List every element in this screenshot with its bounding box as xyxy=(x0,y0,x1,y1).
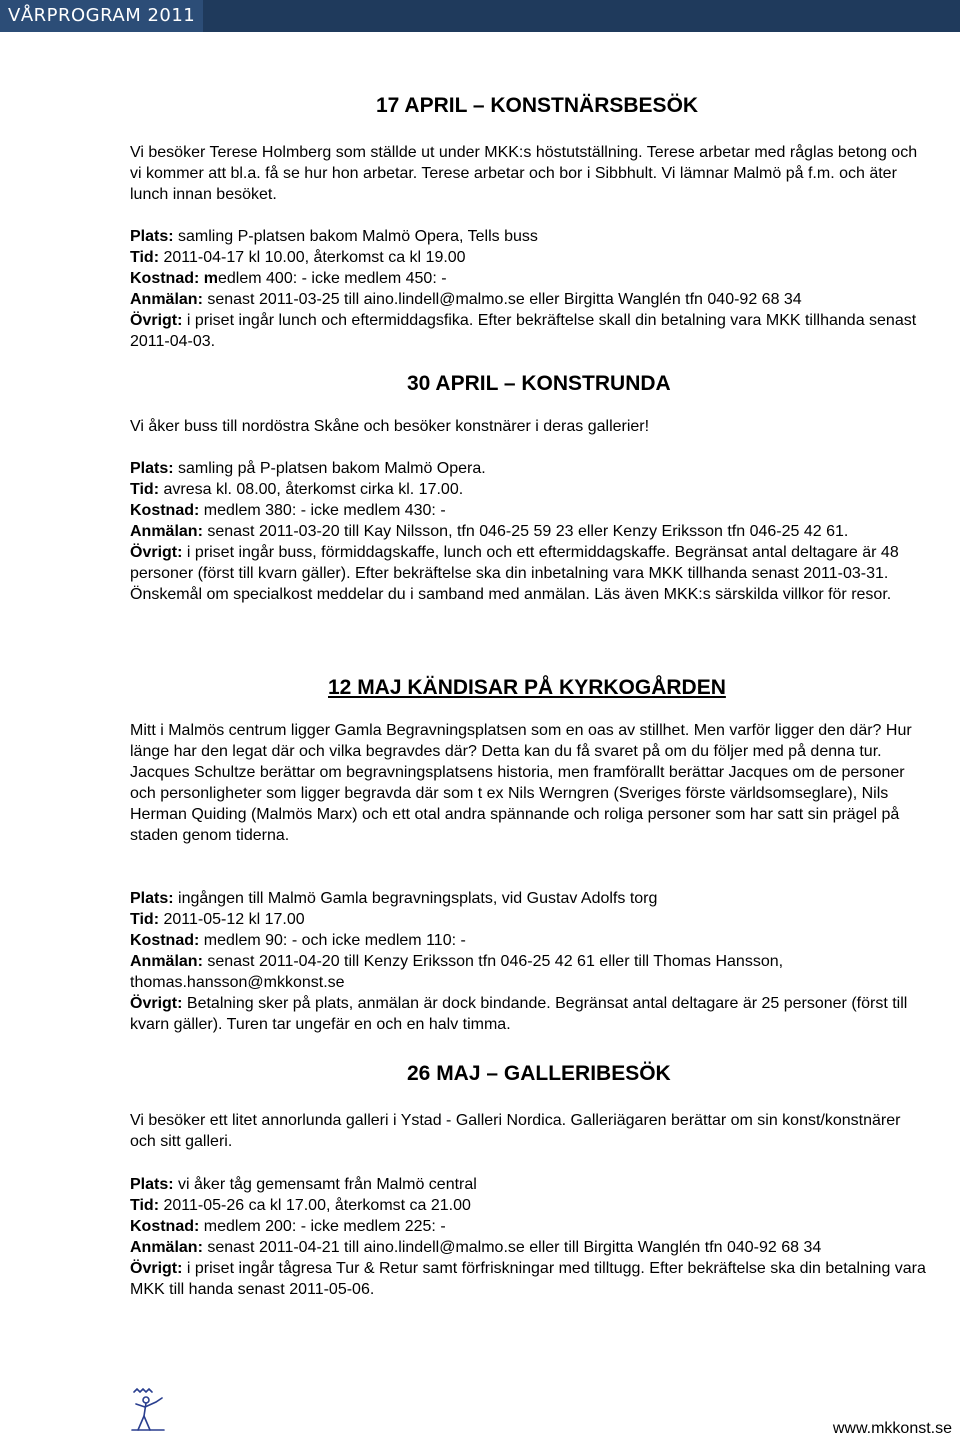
tid-label: Tid: xyxy=(130,911,160,928)
ovrigt-label: Övrigt: xyxy=(130,1260,183,1277)
ovrigt-label: Övrigt: xyxy=(130,544,183,561)
event-details xyxy=(130,226,930,352)
ovrigt-label: Övrigt: xyxy=(130,995,183,1012)
event-heading: 30 APRIL – KONSTRUNDA xyxy=(407,372,671,395)
plats-label: Plats: xyxy=(130,890,174,907)
plats-label: Plats: xyxy=(130,1176,174,1193)
kostnad-label: Kostnad: m xyxy=(130,270,218,287)
ovrigt-label: Övrigt: xyxy=(130,312,183,329)
kostnad-value: medlem 90: - och icke medlem 110: - xyxy=(199,932,466,949)
event-intro xyxy=(130,416,930,437)
header-bar xyxy=(0,0,960,32)
kostnad-value: edlem 400: - icke medlem 450: - xyxy=(218,270,447,287)
header-title: VÅRPROGRAM 2011 xyxy=(0,0,203,32)
anmalan-label: Anmälan: xyxy=(130,523,203,540)
event-intro-text: Vi besöker Terese Holmberg som ställde ut under MKK:s höstutställning. Terese arbetar med råglas betong och vi kommer att bl.a. få se hur hon arbetar. Terese arbetar och bor i Sibbhult. Vi lämnar Malmö på f.m. och äter lunch innan besöket. xyxy=(130,144,918,203)
event-details xyxy=(130,458,930,605)
event-heading: 12 MAJ KÄNDISAR PÅ KYRKOGÅRDEN xyxy=(328,676,726,699)
anmalan-value: senast 2011-04-21 till aino.lindell@malmo.se eller till Birgitta Wanglén tfn 040-92 68 34 xyxy=(202,1239,822,1256)
kostnad-value: medlem 200: - icke medlem 225: - xyxy=(199,1218,446,1235)
kostnad-label: Kostnad: xyxy=(130,1218,200,1235)
event-intro xyxy=(130,142,930,205)
plats-label: Plats: xyxy=(130,228,174,245)
ovrigt-value: i priset ingår tågresa Tur & Retur samt förfriskningar med tilltugg. Efter bekräftelse ska din betalning vara MKK till handa senast 2011-05-06. xyxy=(130,1260,926,1298)
tid-value: 2011-04-17 kl 10.00, återkomst ca kl 19.00 xyxy=(159,249,466,266)
mkk-logo-icon xyxy=(128,1386,168,1434)
kostnad-value: medlem 380: - icke medlem 430: - xyxy=(199,502,446,519)
event-intro xyxy=(130,720,930,846)
footer-url[interactable]: www.mkkonst.se xyxy=(832,1420,952,1437)
anmalan-value: senast 2011-03-25 till aino.lindell@malmo.se eller Birgitta Wanglén tfn 040-92 68 34 xyxy=(202,291,802,308)
event-intro-text: Vi besöker ett litet annorlunda galleri i Ystad - Galleri Nordica. Galleriägaren berättar om sin konst/konstnärer och sitt galleri. xyxy=(130,1112,901,1150)
kostnad-label: Kostnad: xyxy=(130,502,200,519)
plats-value: ingången till Malmö Gamla begravningsplats, vid Gustav Adolfs torg xyxy=(173,890,658,907)
tid-value: 2011-05-12 kl 17.00 xyxy=(159,911,305,928)
anmalan-label: Anmälan: xyxy=(130,953,203,970)
event-details xyxy=(130,1174,930,1300)
tid-value: avresa kl. 08.00, återkomst cirka kl. 17.00. xyxy=(159,481,464,498)
event-heading: 17 APRIL – KONSTNÄRSBESÖK xyxy=(376,94,699,117)
plats-value: samling på P-platsen bakom Malmö Opera. xyxy=(173,460,486,477)
ovrigt-value: i priset ingår buss, förmiddagskaffe, lunch och ett eftermiddagskaffe. Begränsat antal deltagare är 48 personer (först till kvarn gäller). Efter bekräftelse ska din inbetalning vara MKK tillhanda senast 2011-03-31. Önskemål om specialkost meddelar du i samband med anmälan. Läs även MKK:s särskilda villkor för resor. xyxy=(130,544,899,603)
kostnad-label: Kostnad: xyxy=(130,932,200,949)
anmalan-label: Anmälan: xyxy=(130,291,203,308)
event-intro xyxy=(130,1110,930,1152)
anmalan-label: Anmälan: xyxy=(130,1239,203,1256)
anmalan-value: senast 2011-03-20 till Kay Nilsson, tfn 046-25 59 23 eller Kenzy Eriksson tfn 046-25 42 61. xyxy=(202,523,849,540)
tid-label: Tid: xyxy=(130,1197,160,1214)
event-heading: 26 MAJ – GALLERIBESÖK xyxy=(407,1062,671,1085)
plats-value: samling P-platsen bakom Malmö Opera, Tells buss xyxy=(173,228,538,245)
anmalan-value: senast 2011-04-20 till Kenzy Eriksson tfn 046-25 42 61 eller till Thomas Hansson, thomas.hansson@mkkonst.se xyxy=(130,953,784,991)
plats-value: vi åker tåg gemensamt från Malmö central xyxy=(173,1176,477,1193)
tid-label: Tid: xyxy=(130,249,160,266)
tid-label: Tid: xyxy=(130,481,160,498)
ovrigt-value: Betalning sker på plats, anmälan är dock bindande. Begränsat antal deltagare är 25 personer (först till kvarn gäller). Turen tar ungefär en och en halv timma. xyxy=(130,995,908,1033)
event-intro-text: Mitt i Malmös centrum ligger Gamla Begravningsplatsen som en oas av stillhet. Men varför ligger den där? Hur länge har den legat där och vilka begravdes där? Detta kan du få svaret på om du följer med på denna tur. Jacques Schultze berättar om begravningsplatsens historia, men framförallt berättar Jacques om de personer och personligheter som ligger begravda där som t ex Nils Werngren (Sveriges förste världsomseglare), Nils Herman Quiding (Malmös Marx) och ett otal andra spännande och roliga personer som har satt sin prägel på staden genom tiderna. xyxy=(130,722,912,844)
event-details xyxy=(130,888,930,1035)
ovrigt-value: i priset ingår lunch och eftermiddagsfika. Efter bekräftelse skall din betalning vara MKK tillhanda senast 2011-04-03. xyxy=(130,312,917,350)
plats-label: Plats: xyxy=(130,460,174,477)
event-intro-text: Vi åker buss till nordöstra Skåne och besöker konstnärer i deras gallerier! xyxy=(130,418,650,435)
tid-value: 2011-05-26 ca kl 17.00, återkomst ca 21.00 xyxy=(159,1197,471,1214)
